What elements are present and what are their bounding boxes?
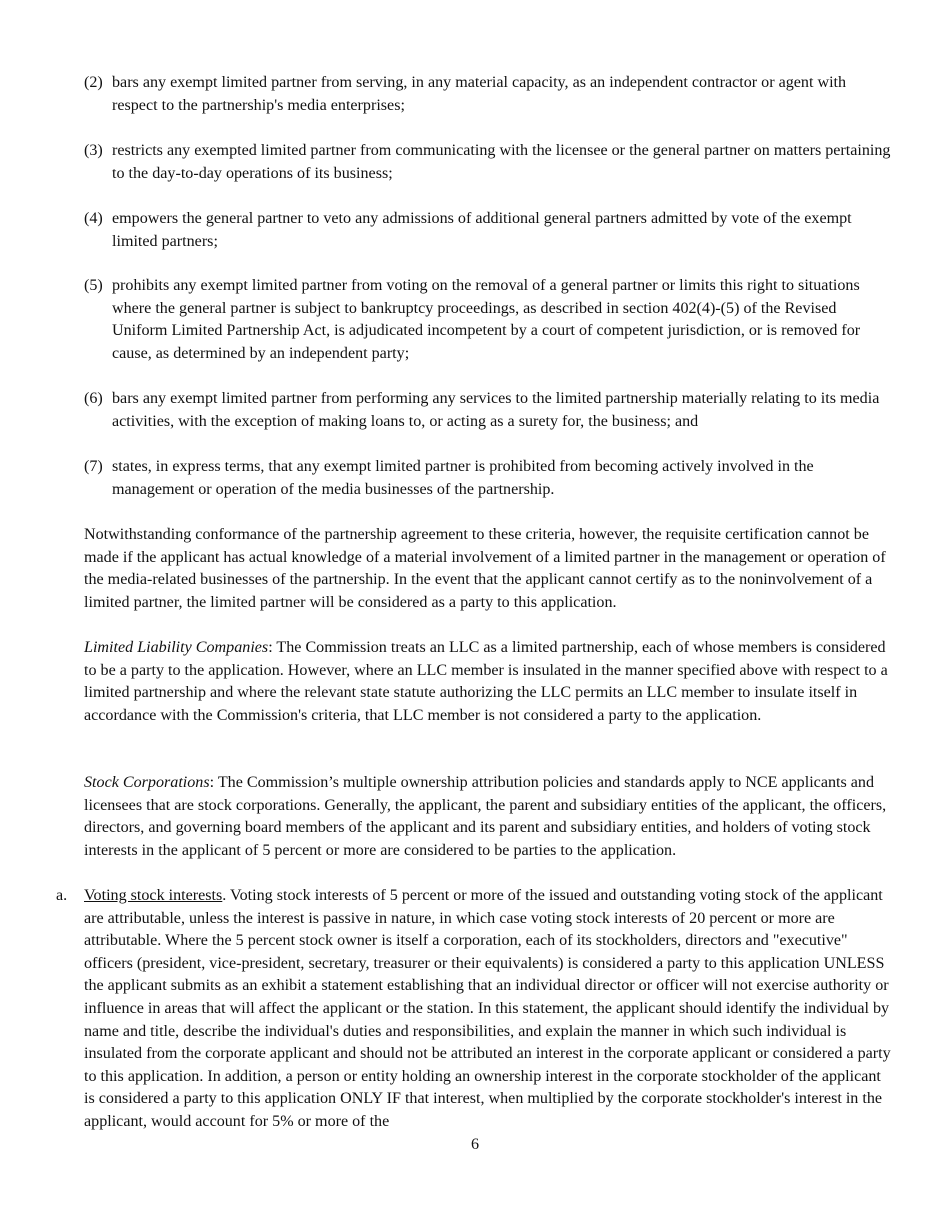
section-letter: a. — [56, 887, 68, 904]
item-text: empowers the general partner to veto any admissions of additional general partners admitted by vote of the exempt limited partners; — [112, 210, 852, 250]
list-item — [84, 456, 894, 501]
llc-text: : The Commission treats an LLC as a limited partnership, each of whose members is considered to be a party to the application. However, where an LLC member is insulated in the manner specified above with respect to a limited partnership and where the relevant state statute authorizing the LLC permits an LLC member to insulate itself in accordance with the Commission's criteria, that LLC member is not considered a party to the application. — [84, 639, 888, 724]
stock-corporations-heading: Stock Corporations — [84, 774, 210, 791]
item-number: (7) — [84, 458, 103, 475]
voting-stock-section — [56, 885, 894, 1134]
voting-stock-body — [84, 885, 894, 1134]
item-text: bars any exempt limited partner from serving, in any material capacity, as an independent contractor or agent with respect to the partnership's media enterprises; — [112, 74, 847, 114]
item-text: restricts any exempted limited partner from communicating with the licensee or the general partner on matters pertaining to the day-to-day operations of its business; — [112, 142, 891, 182]
item-text: states, in express terms, that any exempt limited partner is prohibited from becoming actively involved in the management or operation of the media businesses of the partnership. — [112, 458, 814, 498]
item-number: (2) — [84, 74, 103, 91]
item-text: prohibits any exempt limited partner from voting on the removal of a general partner or limits this right to situations where the general partner is subject to bankruptcy proceedings, as described in section 402(4)-(5) of the Revised Uniform Limited Partnership Act, is adjudicated incompetent by a court of competent jurisdiction, or is removed for cause, as determined by an independent party; — [112, 277, 861, 362]
item-text: bars any exempt limited partner from performing any services to the limited partnership materially relating to its media activities, with the exception of making loans to, or acting as a surety for, the business; and — [112, 390, 880, 430]
list-item — [84, 388, 894, 433]
item-number: (5) — [84, 277, 103, 294]
item-number: (4) — [84, 210, 103, 227]
voting-stock-heading: Voting stock interests — [84, 887, 223, 904]
list-item — [84, 140, 894, 185]
stock-corporations-paragraph — [84, 772, 894, 862]
llc-heading: Limited Liability Companies — [84, 639, 269, 656]
item-number: (6) — [84, 390, 103, 407]
voting-stock-text: . Voting stock interests of 5 percent or more of the issued and outstanding voting stock of the applicant are attributable, unless the interest is passive in nature, in which case voting stock interests of 20 percent or more are attributable. Where the 5 percent stock owner is itself a corporation, each of its stockholders, directors and "executive" officers (president, vice-president, secretary, treasurer or their equivalents) is considered a party to this application UNLESS the applicant submits as an exhibit a statement establishing that an individual director or officer will not exercise authority or influence in areas that will affect the applicant or the station. In this statement, the applicant should identify the individual by name and title, describe the individual's duties and responsibilities, and explain the manner in which such individual is insulated from the corporate applicant and should not be attributed an interest in the corporate applicant or considered a party to this application. In addition, a person or entity holding an ownership interest in the corporate stockholder of the applicant is considered a party to this application ONLY IF that interest, when multiplied by the corporate stockholder's interest in the applicant, would account for 5% or more of the — [84, 887, 891, 1130]
item-number: (3) — [84, 142, 103, 159]
stock-corporations-text: : The Commission’s multiple ownership attribution policies and standards apply to NCE applicants and licensees that are stock corporations. Generally, the applicant, the parent and subsidiary entities of the applicant, the officers, directors, and governing board members of the applicant and its parent and subsidiary entities, and holders of voting stock interests in the applicant of 5 percent or more are considered to be parties to the application. — [84, 774, 887, 859]
llc-paragraph — [84, 637, 894, 727]
list-item — [84, 208, 894, 253]
list-item — [84, 275, 894, 365]
list-item — [84, 72, 894, 117]
notwithstanding-paragraph: Notwithstanding conformance of the partnership agreement to these criteria, however, the requisite certification cannot be made if the applicant has actual knowledge of a material involvement of a limited partner in the management or operation of the media-related businesses of the partnership. In the event that the applicant cannot certify as to the noninvolvement of a limited partner, the limited partner will be considered as a party to this application. — [84, 526, 886, 611]
page-number: 6 — [470, 1136, 480, 1153]
